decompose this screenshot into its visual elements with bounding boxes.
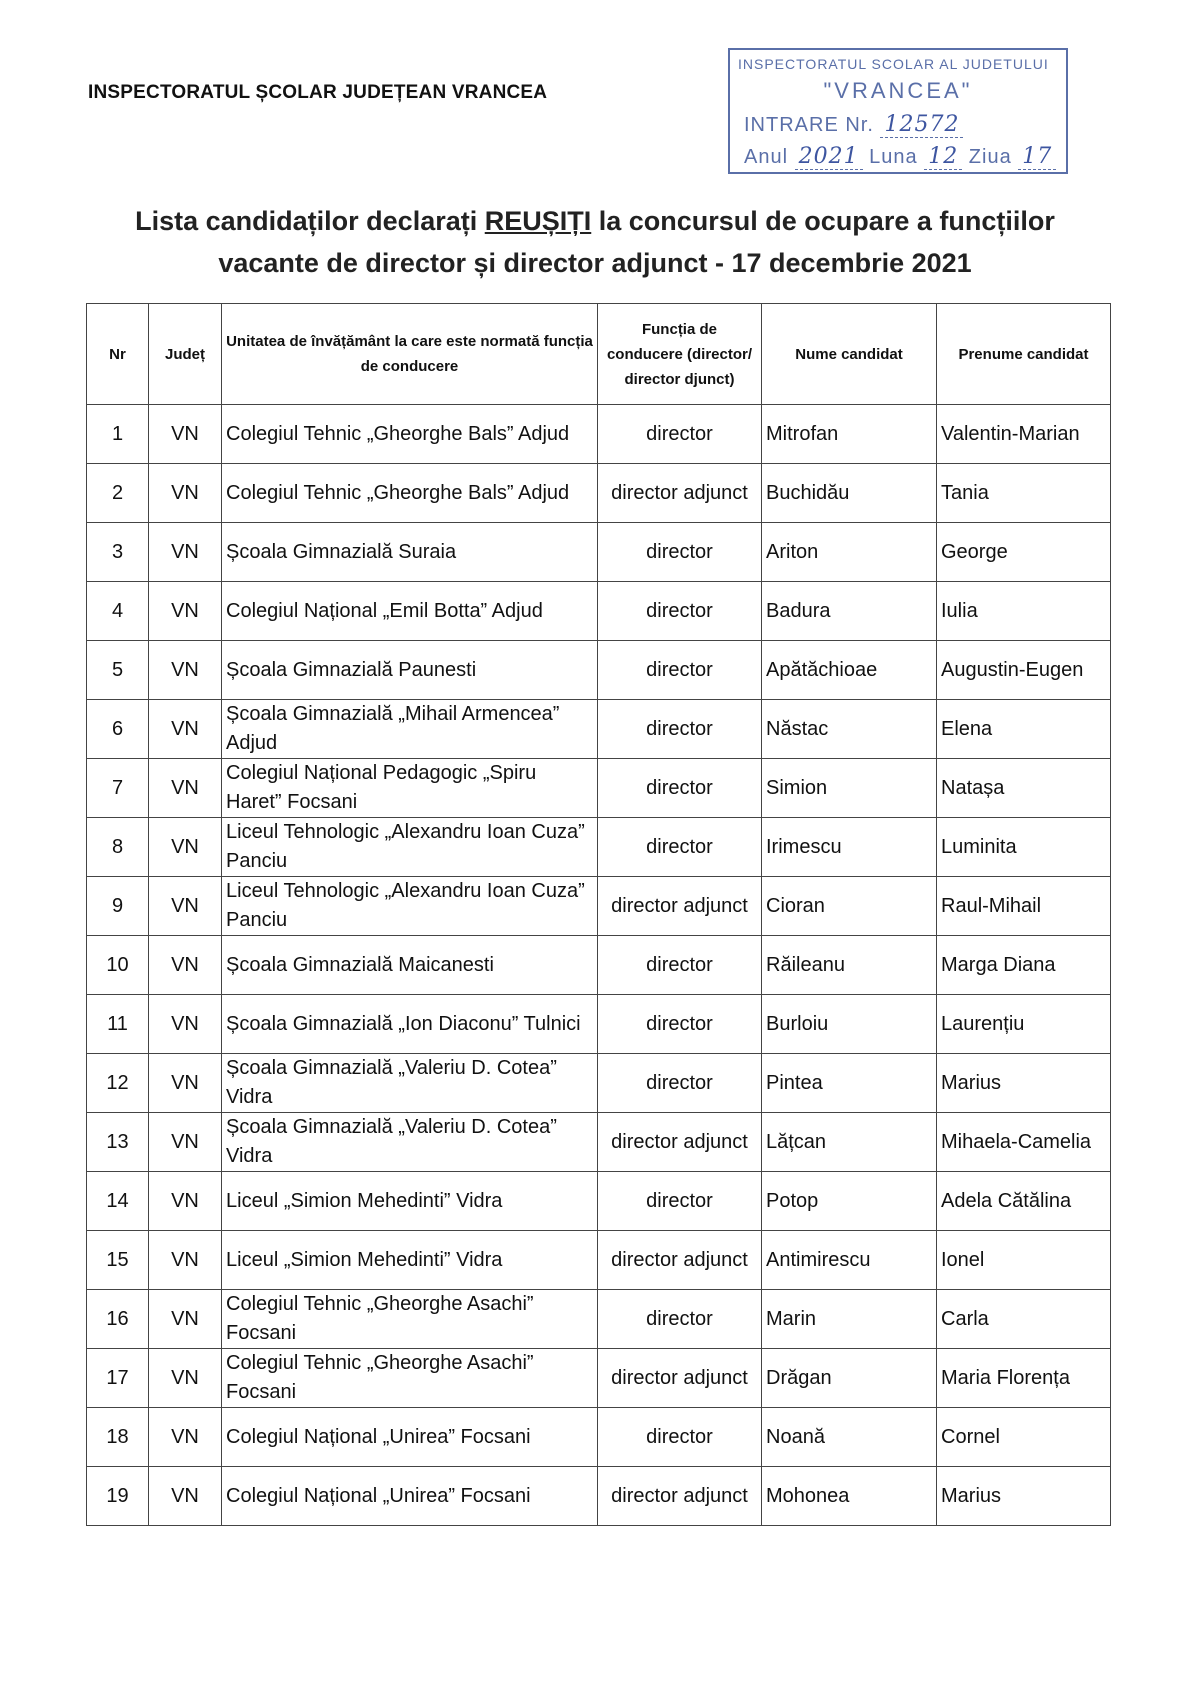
cell-unitate: Colegiul Național Pedagogic „Spiru Haret” Focsani bbox=[222, 759, 598, 818]
table-row bbox=[87, 936, 1111, 995]
cell-nume: Drăgan bbox=[762, 1349, 937, 1408]
title-line-1 bbox=[60, 200, 1130, 242]
cell-functia: director bbox=[598, 1172, 762, 1231]
cell-unitate: Colegiul Tehnic „Gheorghe Bals” Adjud bbox=[222, 405, 598, 464]
cell-prenume: Adela Cătălina bbox=[937, 1172, 1111, 1231]
cell-nr: 8 bbox=[87, 818, 149, 877]
stamp-intrare bbox=[744, 112, 963, 137]
stamp-luna-label: Luna bbox=[869, 146, 918, 168]
cell-nume: Mitrofan bbox=[762, 405, 937, 464]
cell-nr: 3 bbox=[87, 523, 149, 582]
cell-nume: Răileanu bbox=[762, 936, 937, 995]
cell-unitate: Liceul „Simion Mehedinti” Vidra bbox=[222, 1231, 598, 1290]
cell-prenume: Iulia bbox=[937, 582, 1111, 641]
table-header-row bbox=[87, 304, 1111, 405]
cell-prenume: Valentin-Marian bbox=[937, 405, 1111, 464]
candidates-table bbox=[86, 303, 1111, 1526]
stamp-date bbox=[744, 144, 1056, 169]
cell-nume: Apătăchioae bbox=[762, 641, 937, 700]
cell-judet: VN bbox=[149, 936, 222, 995]
cell-functia: director bbox=[598, 818, 762, 877]
cell-functia: director bbox=[598, 700, 762, 759]
cell-nr: 14 bbox=[87, 1172, 149, 1231]
table-row bbox=[87, 1290, 1111, 1349]
cell-judet: VN bbox=[149, 405, 222, 464]
cell-unitate: Liceul Tehnologic „Alexandru Ioan Cuza” Panciu bbox=[222, 818, 598, 877]
cell-nr: 10 bbox=[87, 936, 149, 995]
organization-name: INSPECTORATUL ȘCOLAR JUDEȚEAN VRANCEA bbox=[88, 82, 548, 103]
cell-unitate: Colegiul Național „Emil Botta” Adjud bbox=[222, 582, 598, 641]
cell-nr: 13 bbox=[87, 1113, 149, 1172]
cell-functia: director bbox=[598, 523, 762, 582]
cell-unitate: Colegiul Tehnic „Gheorghe Bals” Adjud bbox=[222, 464, 598, 523]
cell-functia: director bbox=[598, 995, 762, 1054]
cell-nr: 4 bbox=[87, 582, 149, 641]
cell-functia: director adjunct bbox=[598, 1231, 762, 1290]
cell-nr: 16 bbox=[87, 1290, 149, 1349]
header-functia: Funcția de conducere (director/ director djunct) bbox=[598, 304, 762, 405]
cell-functia: director adjunct bbox=[598, 1113, 762, 1172]
cell-nume: Ariton bbox=[762, 523, 937, 582]
cell-unitate: Colegiul Tehnic „Gheorghe Asachi” Focsani bbox=[222, 1349, 598, 1408]
cell-nr: 12 bbox=[87, 1054, 149, 1113]
cell-nume: Mohonea bbox=[762, 1467, 937, 1526]
table-row bbox=[87, 464, 1111, 523]
cell-functia: director adjunct bbox=[598, 877, 762, 936]
cell-unitate: Colegiul Tehnic „Gheorghe Asachi” Focsani bbox=[222, 1290, 598, 1349]
cell-nr: 19 bbox=[87, 1467, 149, 1526]
cell-judet: VN bbox=[149, 1290, 222, 1349]
table-row bbox=[87, 759, 1111, 818]
cell-judet: VN bbox=[149, 1054, 222, 1113]
cell-nr: 6 bbox=[87, 700, 149, 759]
cell-judet: VN bbox=[149, 1113, 222, 1172]
header-nume: Nume candidat bbox=[762, 304, 937, 405]
cell-unitate: Colegiul Național „Unirea” Focsani bbox=[222, 1467, 598, 1526]
cell-judet: VN bbox=[149, 1349, 222, 1408]
cell-functia: director adjunct bbox=[598, 464, 762, 523]
stamp-ziua-value: 17 bbox=[1018, 144, 1056, 170]
cell-functia: director bbox=[598, 936, 762, 995]
table-row bbox=[87, 1113, 1111, 1172]
table-row bbox=[87, 995, 1111, 1054]
cell-prenume: Marius bbox=[937, 1467, 1111, 1526]
cell-nume: Antimirescu bbox=[762, 1231, 937, 1290]
cell-nume: Marin bbox=[762, 1290, 937, 1349]
cell-prenume: Maria Florența bbox=[937, 1349, 1111, 1408]
cell-prenume: Luminita bbox=[937, 818, 1111, 877]
registration-stamp bbox=[728, 48, 1068, 174]
cell-judet: VN bbox=[149, 759, 222, 818]
cell-prenume: Ionel bbox=[937, 1231, 1111, 1290]
stamp-ziua-label: Ziua bbox=[968, 146, 1012, 168]
cell-functia: director bbox=[598, 582, 762, 641]
cell-judet: VN bbox=[149, 1172, 222, 1231]
cell-prenume: Augustin-Eugen bbox=[937, 641, 1111, 700]
stamp-line-1: INSPECTORATUL SCOLAR AL JUDETULUI bbox=[738, 56, 1049, 72]
stamp-intrare-number: 12572 bbox=[880, 112, 963, 138]
stamp-line-2: "VRANCEA" bbox=[823, 78, 973, 103]
cell-unitate: Școala Gimnazială „Valeriu D. Cotea” Vidra bbox=[222, 1054, 598, 1113]
title-part-1: Lista candidaților declarați bbox=[135, 206, 485, 236]
cell-functia: director bbox=[598, 641, 762, 700]
stamp-anul-label: Anul bbox=[744, 146, 789, 168]
cell-judet: VN bbox=[149, 523, 222, 582]
header-unitate: Unitatea de învățământ la care este normată funcția de conducere bbox=[222, 304, 598, 405]
cell-judet: VN bbox=[149, 700, 222, 759]
cell-judet: VN bbox=[149, 641, 222, 700]
cell-functia: director adjunct bbox=[598, 1349, 762, 1408]
cell-functia: director bbox=[598, 1290, 762, 1349]
cell-nume: Lățcan bbox=[762, 1113, 937, 1172]
document-title bbox=[60, 200, 1130, 284]
cell-prenume: Mihaela-Camelia bbox=[937, 1113, 1111, 1172]
table-row bbox=[87, 1054, 1111, 1113]
cell-nume: Burloiu bbox=[762, 995, 937, 1054]
cell-nume: Noană bbox=[762, 1408, 937, 1467]
cell-unitate: Școala Gimnazială Suraia bbox=[222, 523, 598, 582]
stamp-anul-value: 2021 bbox=[795, 144, 863, 170]
table-row bbox=[87, 877, 1111, 936]
cell-nume: Pintea bbox=[762, 1054, 937, 1113]
table-row bbox=[87, 818, 1111, 877]
table-row bbox=[87, 641, 1111, 700]
cell-functia: director bbox=[598, 1408, 762, 1467]
cell-unitate: Școala Gimnazială „Mihail Armencea” Adjud bbox=[222, 700, 598, 759]
stamp-luna-value: 12 bbox=[924, 144, 962, 170]
title-line-2: vacante de director și director adjunct - 17 decembrie 2021 bbox=[218, 248, 972, 278]
cell-nume: Cioran bbox=[762, 877, 937, 936]
cell-prenume: Marius bbox=[937, 1054, 1111, 1113]
cell-judet: VN bbox=[149, 1408, 222, 1467]
cell-prenume: Elena bbox=[937, 700, 1111, 759]
cell-nume: Irimescu bbox=[762, 818, 937, 877]
table-row bbox=[87, 700, 1111, 759]
cell-nr: 7 bbox=[87, 759, 149, 818]
cell-judet: VN bbox=[149, 877, 222, 936]
table-row bbox=[87, 582, 1111, 641]
cell-prenume: Tania bbox=[937, 464, 1111, 523]
cell-nr: 18 bbox=[87, 1408, 149, 1467]
cell-unitate: Liceul „Simion Mehedinti” Vidra bbox=[222, 1172, 598, 1231]
title-emphasis: REUȘIȚI bbox=[484, 206, 592, 236]
cell-nume: Năstac bbox=[762, 700, 937, 759]
table-row bbox=[87, 405, 1111, 464]
cell-prenume: Marga Diana bbox=[937, 936, 1111, 995]
cell-nr: 15 bbox=[87, 1231, 149, 1290]
cell-judet: VN bbox=[149, 818, 222, 877]
cell-judet: VN bbox=[149, 582, 222, 641]
cell-nr: 2 bbox=[87, 464, 149, 523]
cell-prenume: Cornel bbox=[937, 1408, 1111, 1467]
header-judet: Județ bbox=[149, 304, 222, 405]
cell-judet: VN bbox=[149, 464, 222, 523]
table-row bbox=[87, 1408, 1111, 1467]
cell-prenume: Carla bbox=[937, 1290, 1111, 1349]
cell-functia: director adjunct bbox=[598, 1467, 762, 1526]
cell-nr: 17 bbox=[87, 1349, 149, 1408]
cell-nr: 11 bbox=[87, 995, 149, 1054]
cell-judet: VN bbox=[149, 1231, 222, 1290]
cell-functia: director bbox=[598, 759, 762, 818]
cell-nr: 9 bbox=[87, 877, 149, 936]
title-part-2: la concursul de ocupare a funcțiilor bbox=[591, 206, 1055, 236]
header-nr: Nr bbox=[87, 304, 149, 405]
cell-nume: Simion bbox=[762, 759, 937, 818]
cell-unitate: Școala Gimnazială Paunesti bbox=[222, 641, 598, 700]
cell-unitate: Școala Gimnazială Maicanesti bbox=[222, 936, 598, 995]
cell-nume: Badura bbox=[762, 582, 937, 641]
cell-judet: VN bbox=[149, 995, 222, 1054]
cell-nume: Buchidău bbox=[762, 464, 937, 523]
table-row bbox=[87, 1231, 1111, 1290]
cell-nume: Potop bbox=[762, 1172, 937, 1231]
cell-functia: director bbox=[598, 405, 762, 464]
cell-unitate: Școala Gimnazială „Ion Diaconu” Tulnici bbox=[222, 995, 598, 1054]
stamp-intrare-label: INTRARE Nr. bbox=[744, 114, 874, 136]
cell-judet: VN bbox=[149, 1467, 222, 1526]
cell-functia: director bbox=[598, 1054, 762, 1113]
table-row bbox=[87, 1467, 1111, 1526]
header-prenume: Prenume candidat bbox=[937, 304, 1111, 405]
cell-unitate: Școala Gimnazială „Valeriu D. Cotea” Vidra bbox=[222, 1113, 598, 1172]
cell-prenume: George bbox=[937, 523, 1111, 582]
table-row bbox=[87, 1172, 1111, 1231]
cell-unitate: Colegiul Național „Unirea” Focsani bbox=[222, 1408, 598, 1467]
cell-nr: 5 bbox=[87, 641, 149, 700]
cell-nr: 1 bbox=[87, 405, 149, 464]
cell-prenume: Laurențiu bbox=[937, 995, 1111, 1054]
cell-prenume: Natașa bbox=[937, 759, 1111, 818]
cell-unitate: Liceul Tehnologic „Alexandru Ioan Cuza” Panciu bbox=[222, 877, 598, 936]
table-row bbox=[87, 1349, 1111, 1408]
cell-prenume: Raul-Mihail bbox=[937, 877, 1111, 936]
table-row bbox=[87, 523, 1111, 582]
